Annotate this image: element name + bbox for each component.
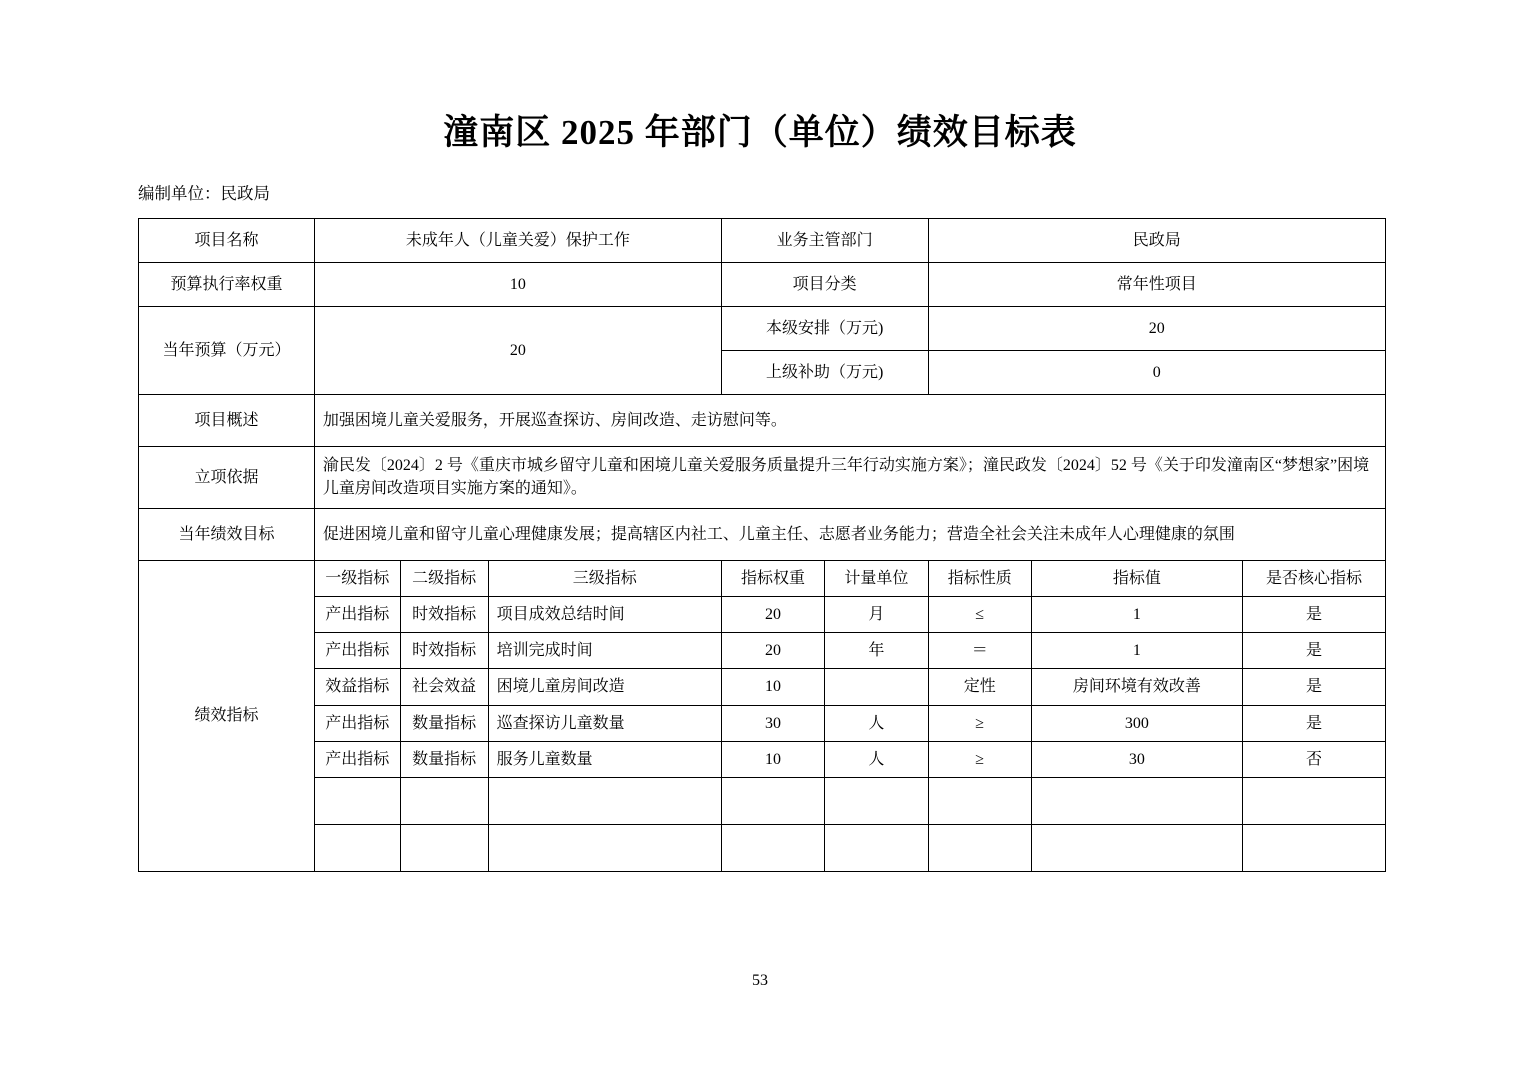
year-goal-label: 当年绩效目标 — [139, 508, 315, 560]
basis-label: 立项依据 — [139, 446, 315, 508]
indicator-unit: 人 — [825, 741, 928, 777]
indicator-level1: 产出指标 — [314, 633, 400, 669]
indicator-header-row — [139, 560, 1386, 596]
indicator-weight: 30 — [721, 705, 824, 741]
performance-goal-table — [138, 218, 1386, 872]
indicator-level2: 时效指标 — [400, 633, 488, 669]
table-row-basis — [139, 446, 1386, 508]
project-name-value: 未成年人（儿童关爱）保护工作 — [314, 218, 721, 262]
indicators-label: 绩效指标 — [139, 560, 315, 871]
indicator-header-weight: 指标权重 — [721, 560, 824, 596]
indicator-level1: 产出指标 — [314, 705, 400, 741]
dept-value: 民政局 — [928, 218, 1385, 262]
local-arrange-value: 20 — [928, 306, 1385, 350]
indicator-weight — [721, 777, 824, 824]
indicator-core: 是 — [1242, 596, 1385, 632]
indicator-level3 — [488, 824, 721, 871]
indicator-level3: 巡查探访儿童数量 — [488, 705, 721, 741]
table-row-local-arrange — [139, 306, 1386, 350]
indicator-level2: 数量指标 — [400, 705, 488, 741]
page-title: 潼南区 2025 年部门（单位）绩效目标表 — [443, 113, 1077, 152]
indicator-value: 300 — [1031, 705, 1242, 741]
prepared-by-line: 编制单位：民政局 — [138, 184, 270, 203]
project-category-label: 项目分类 — [721, 262, 928, 306]
indicator-level2: 时效指标 — [400, 596, 488, 632]
dept-label: 业务主管部门 — [721, 218, 928, 262]
table-row — [139, 669, 1386, 705]
indicator-level1: 产出指标 — [314, 741, 400, 777]
table-row-overview — [139, 394, 1386, 446]
indicator-value — [1031, 777, 1242, 824]
indicator-header-value: 指标值 — [1031, 560, 1242, 596]
indicator-level1: 产出指标 — [314, 596, 400, 632]
indicator-nature: ≤ — [928, 596, 1031, 632]
indicator-weight: 20 — [721, 633, 824, 669]
indicator-value — [1031, 824, 1242, 871]
indicator-weight: 20 — [721, 596, 824, 632]
overview-label: 项目概述 — [139, 394, 315, 446]
indicator-core — [1242, 777, 1385, 824]
indicator-nature: 定性 — [928, 669, 1031, 705]
indicator-core: 否 — [1242, 741, 1385, 777]
indicator-level2: 社会效益 — [400, 669, 488, 705]
overview-value: 加强困境儿童关爱服务，开展巡查探访、房间改造、走访慰问等。 — [314, 394, 1385, 446]
indicator-level2: 数量指标 — [400, 741, 488, 777]
indicator-nature: ≥ — [928, 741, 1031, 777]
indicator-header-nature: 指标性质 — [928, 560, 1031, 596]
year-budget-value: 20 — [314, 306, 721, 394]
indicator-core: 是 — [1242, 669, 1385, 705]
indicator-header-level1: 一级指标 — [314, 560, 400, 596]
indicator-value: 1 — [1031, 596, 1242, 632]
table-row — [139, 741, 1386, 777]
year-budget-label: 当年预算（万元） — [139, 306, 315, 394]
indicator-unit — [825, 777, 928, 824]
indicator-level3: 困境儿童房间改造 — [488, 669, 721, 705]
indicator-header-level3: 三级指标 — [488, 560, 721, 596]
indicator-unit — [825, 824, 928, 871]
indicator-level2 — [400, 777, 488, 824]
indicator-unit: 年 — [825, 633, 928, 669]
indicator-level3: 项目成效总结时间 — [488, 596, 721, 632]
indicator-header-core: 是否核心指标 — [1242, 560, 1385, 596]
year-goal-value: 促进困境儿童和留守儿童心理健康发展；提高辖区内社工、儿童主任、志愿者业务能力；营造全社会关注未成年人心理健康的氛围 — [314, 508, 1385, 560]
indicator-weight: 10 — [721, 669, 824, 705]
project-name-label: 项目名称 — [139, 218, 315, 262]
indicator-unit: 人 — [825, 705, 928, 741]
indicator-level3: 培训完成时间 — [488, 633, 721, 669]
table-row-year-goal — [139, 508, 1386, 560]
upper-subsidy-label: 上级补助（万元) — [721, 350, 928, 394]
indicator-level2 — [400, 824, 488, 871]
indicator-level1: 效益指标 — [314, 669, 400, 705]
indicator-value: 30 — [1031, 741, 1242, 777]
indicator-core — [1242, 824, 1385, 871]
indicator-value: 1 — [1031, 633, 1242, 669]
indicator-core: 是 — [1242, 633, 1385, 669]
indicator-nature: ≥ — [928, 705, 1031, 741]
indicator-level3 — [488, 777, 721, 824]
table-row-project-name — [139, 218, 1386, 262]
page-number: 53 — [752, 972, 768, 989]
local-arrange-label: 本级安排（万元) — [721, 306, 928, 350]
table-row — [139, 633, 1386, 669]
indicator-unit — [825, 669, 928, 705]
indicator-level1 — [314, 824, 400, 871]
budget-exec-weight-label: 预算执行率权重 — [139, 262, 315, 306]
basis-value: 渝民发〔2024〕2 号《重庆市城乡留守儿童和困境儿童关爱服务质量提升三年行动实施方案》；潼民政发〔2024〕52 号《关于印发潼南区“梦想家”困境儿童房间改造项目实施方案的通知》。 — [314, 446, 1385, 508]
indicator-unit: 月 — [825, 596, 928, 632]
project-category-value: 常年性项目 — [928, 262, 1385, 306]
table-row — [139, 596, 1386, 632]
upper-subsidy-value: 0 — [928, 350, 1385, 394]
indicator-weight — [721, 824, 824, 871]
table-row — [139, 705, 1386, 741]
indicator-value: 房间环境有效改善 — [1031, 669, 1242, 705]
indicator-header-level2: 二级指标 — [400, 560, 488, 596]
indicator-nature — [928, 824, 1031, 871]
indicator-nature — [928, 777, 1031, 824]
indicator-core: 是 — [1242, 705, 1385, 741]
table-row — [139, 777, 1386, 824]
indicator-header-unit: 计量单位 — [825, 560, 928, 596]
indicator-level1 — [314, 777, 400, 824]
table-row — [139, 824, 1386, 871]
table-row-budget-weight — [139, 262, 1386, 306]
indicator-weight: 10 — [721, 741, 824, 777]
budget-exec-weight-value: 10 — [314, 262, 721, 306]
indicator-level3: 服务儿童数量 — [488, 741, 721, 777]
indicator-nature: ＝ — [928, 633, 1031, 669]
